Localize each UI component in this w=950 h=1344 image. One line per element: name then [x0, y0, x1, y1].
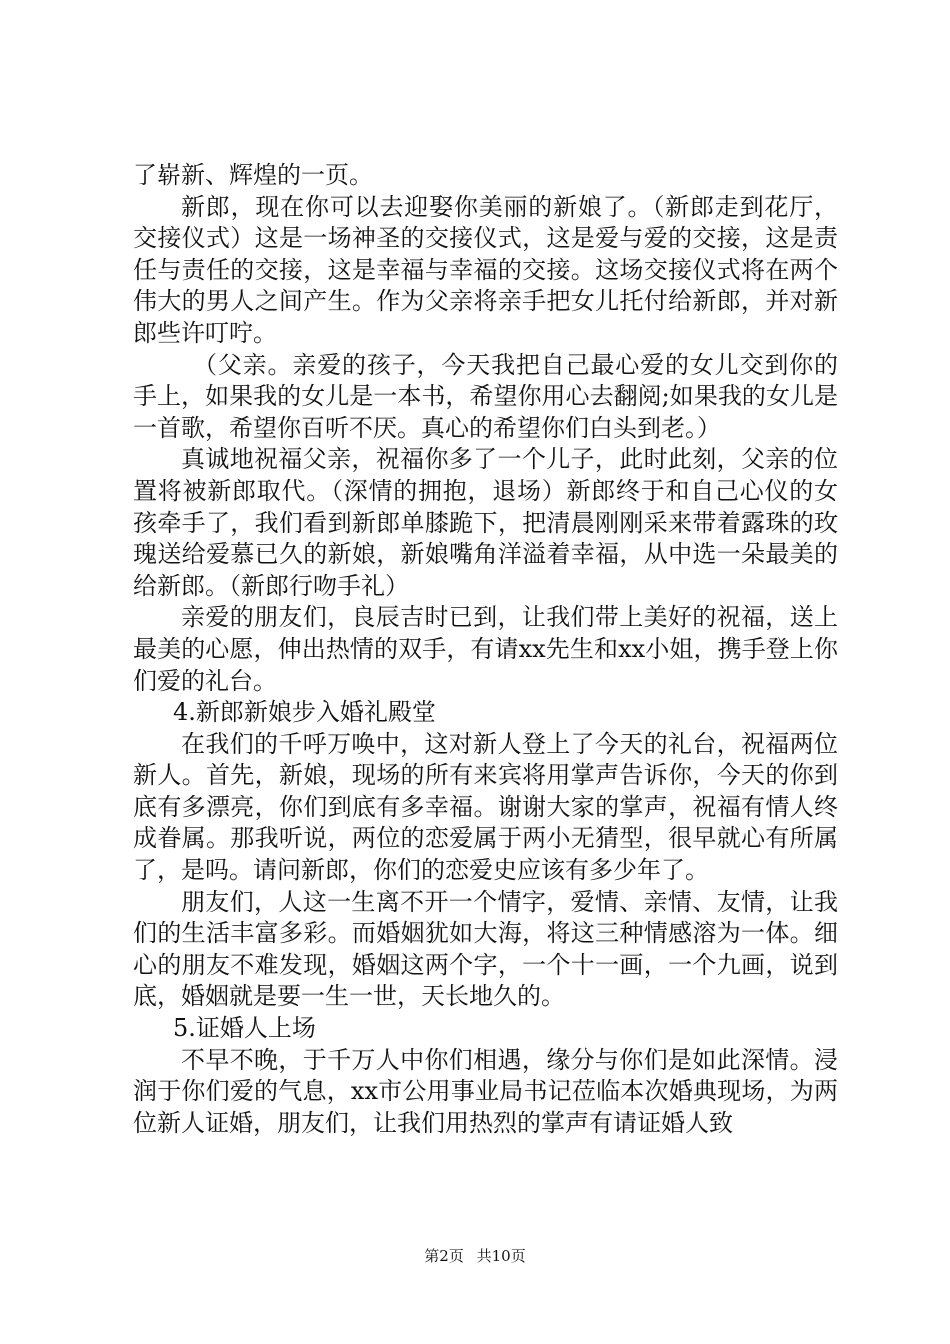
page-total: 共10页 [476, 1247, 526, 1265]
paragraph: 朋友们，人这一生离不开一个情字，爱情、亲情、友情，让我们的生活丰富多彩。而婚姻犹如大海，将这三种情感溶为一体。细心的朋友不难发现，婚姻这两个字，一个十一画，一个九画，说到底，婚姻就是要一生一世，天长地久的。 [133, 887, 838, 1011]
page-footer [0, 1245, 950, 1266]
body-text [133, 160, 838, 1139]
paragraph: 真诚地祝福父亲，祝福你多了一个儿子，此时此刻，父亲的位置将被新郎取代。（深情的拥抱，退场）新郎终于和自己心仪的女孩牵手了，我们看到新郎单膝跪下，把清晨刚刚采来带着露珠的玫瑰送给爱慕已久的新娘，新娘嘴角洋溢着幸福，从中选一朵最美的给新郎。（新郎行吻手礼） [133, 445, 838, 600]
paragraph: 亲爱的朋友们，良辰吉时已到，让我们带上美好的祝福，送上最美的心愿，伸出热情的双手，有请xx先生和xx小姐，携手登上你们爱的礼台。 [133, 603, 838, 695]
paragraph: 在我们的千呼万唤中，这对新人登上了今天的礼台，祝福两位新人。首先，新娘，现场的所有来宾将用掌声告诉你，今天的你到底有多漂亮，你们到底有多幸福。谢谢大家的掌声，祝福有情人终成眷属。那我听说，两位的恋爱属于两小无猜型，很早就心有所属了，是吗。请问新郎，你们的恋爱史应该有多少年了。 [133, 729, 838, 885]
paragraph: 不早不晚，于千万人中你们相遇，缘分与你们是如此深情。浸润于你们爱的气息，xx市公用事业局书记莅临本次婚典现场，为两位新人证婚，朋友们，让我们用热烈的掌声有请证婚人致 [133, 1045, 838, 1137]
section-heading: 4.新郎新娘步入婚礼殿堂 [173, 698, 436, 727]
paragraph: 了崭新、辉煌的一页。 [133, 161, 373, 189]
page-number: 第2页 [424, 1247, 464, 1265]
section-heading: 5.证婚人上场 [173, 1014, 316, 1043]
paragraph: （父亲。亲爱的孩子，今天我把自己最心爱的女儿交到你的手上，如果我的女儿是一本书，希望你用心去翻阅;如果我的女儿是一首歌，希望你百听不厌。真心的希望你们白头到老。） [133, 350, 838, 442]
paragraph: 新郎，现在你可以去迎娶你美丽的新娘了。（新郎走到花厅，交接仪式）这是一场神圣的交接仪式，这是爱与爱的交接，这是责任与责任的交接，这是幸福与幸福的交接。这场交接仪式将在两个伟大的男人之间产生。作为父亲将亲手把女儿托付给新郎，并对新郎些许叮咛。 [133, 192, 838, 347]
